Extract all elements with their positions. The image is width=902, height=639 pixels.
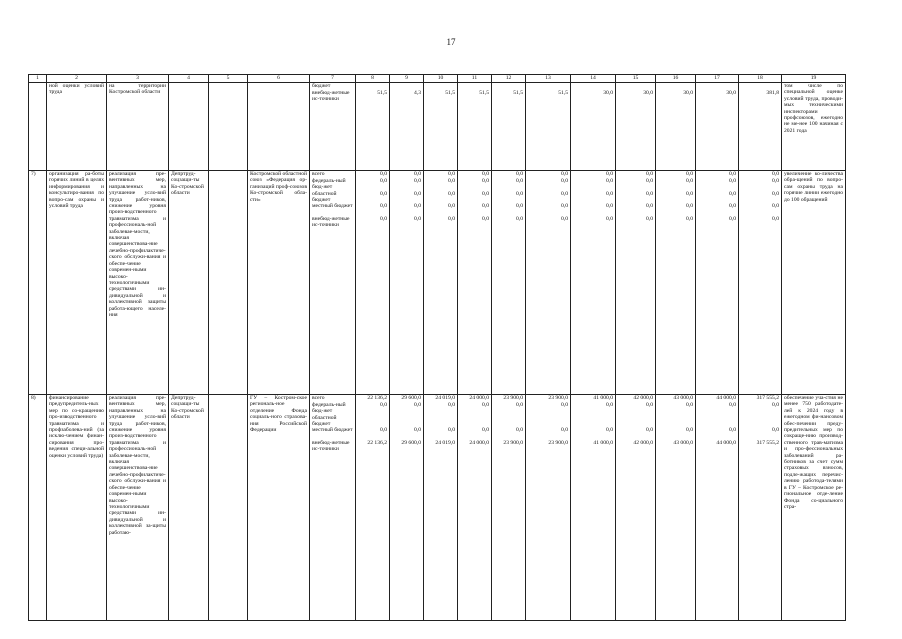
- value-text: 43 000,0: [673, 439, 693, 446]
- value-text: 23 900,0: [503, 395, 523, 401]
- column-number-cell: 6: [248, 75, 310, 83]
- value-text: 29 600,0: [401, 395, 421, 401]
- value-text: 0,0: [448, 215, 455, 222]
- value-text: 0,0: [686, 203, 693, 209]
- column-number-cell: 7: [310, 75, 356, 83]
- value-cell: [526, 395, 571, 621]
- value-cell: [526, 83, 571, 171]
- value-text: 0,0: [606, 402, 613, 408]
- value-text: 317 555,2: [756, 395, 779, 401]
- value-text: 381,8: [766, 90, 779, 96]
- value-text: 4,3: [414, 90, 421, 96]
- value-text: 44 000,0: [716, 395, 736, 401]
- value-text: 0,0: [448, 427, 455, 433]
- value-text: 41 000,0: [593, 395, 613, 401]
- funding-source-label: федераль-ный бюд-жет: [312, 178, 346, 191]
- funding-source-cell: [310, 83, 356, 171]
- column-number-cell: 18: [739, 75, 782, 83]
- value-text: 51,5: [445, 90, 455, 96]
- column-number-cell: 1: [29, 75, 47, 83]
- funding-source-label: всего: [312, 171, 325, 177]
- value-text: 0,0: [482, 190, 489, 197]
- value-text: 0,0: [772, 178, 779, 184]
- value-text: 0,0: [380, 215, 387, 222]
- column-number-cell: 10: [424, 75, 458, 83]
- value-text: 0,0: [772, 402, 779, 408]
- value-cell: [739, 395, 782, 621]
- value-text: 0,0: [686, 402, 693, 408]
- value-cell: [458, 83, 492, 171]
- funding-source-label: областной бюджет: [312, 414, 337, 427]
- value-cell: [424, 83, 458, 171]
- period-cell: [209, 395, 248, 621]
- funding-source-label: внебюд-жетные ис-точники: [312, 439, 350, 452]
- value-text: 0,0: [772, 203, 779, 209]
- column-number-cell: 15: [616, 75, 656, 83]
- value-text: 23 900,0: [503, 439, 523, 446]
- value-text: 0,0: [561, 178, 568, 184]
- value-cell: [390, 171, 424, 395]
- value-text: 0,0: [380, 190, 387, 197]
- column-number-cell: 16: [656, 75, 696, 83]
- value-text: [698, 415, 736, 428]
- column-number-cell: 17: [696, 75, 739, 83]
- value-cell: [571, 171, 616, 395]
- value-text: 24 019,0: [435, 395, 455, 401]
- value-cell: [458, 171, 492, 395]
- column-number-cell: 12: [492, 75, 526, 83]
- value-text: 41 000,0: [593, 439, 613, 446]
- value-cell: [526, 171, 571, 395]
- column-number-row: [29, 75, 846, 83]
- value-cell: [696, 83, 739, 171]
- column-number-cell: 4: [169, 75, 209, 83]
- value-cell: [356, 171, 390, 395]
- measure-content-cell: реализация пре-вентивных мер, направленных на улучшение усло-вий труда работ-ников, снижение уровня произ-водственного травматизма и профессиональ-ной заболевае-мости, включая совершенствова-ние лечебно-профилактиче-ского обслужи-вания и обеспе-чение современ-ными высоко-технологичными средствами ин-дивидуальной и коллективной за-щиты работаю-: [107, 395, 169, 621]
- table-row: [29, 83, 846, 171]
- value-text: 0,0: [561, 171, 568, 177]
- value-cell: [571, 395, 616, 621]
- value-cell: [616, 171, 656, 395]
- row-number-cell: 7): [29, 171, 47, 395]
- value-cell: [492, 83, 526, 171]
- value-text: 0,0: [772, 427, 779, 433]
- value-text: 0,0: [516, 190, 523, 197]
- value-text: 0,0: [516, 171, 523, 177]
- period-cell: [209, 83, 248, 171]
- value-text: 30,0: [683, 90, 693, 96]
- value-text: 30,0: [643, 90, 653, 96]
- value-text: 0,0: [561, 203, 568, 209]
- funding-source-label: бюджет: [312, 83, 331, 89]
- value-text: [426, 415, 455, 428]
- period-cell: [209, 171, 248, 395]
- value-text: 0,0: [686, 171, 693, 177]
- value-text: 0,0: [448, 178, 455, 184]
- column-number-cell: 3: [107, 75, 169, 83]
- value-text: 0,0: [606, 171, 613, 177]
- value-text: [528, 415, 568, 428]
- page-number: 17: [446, 37, 456, 47]
- value-text: [658, 415, 693, 428]
- value-text: 0,0: [606, 427, 613, 433]
- measure-content-cell: на территории Костромской области: [107, 83, 169, 171]
- value-text: 0,0: [686, 215, 693, 222]
- row-number-cell: [29, 83, 47, 171]
- value-cell: [616, 83, 656, 171]
- value-text: 22 136,2: [367, 395, 387, 401]
- value-text: 0,0: [772, 171, 779, 177]
- value-text: 51,5: [479, 90, 489, 96]
- value-text: 0,0: [646, 402, 653, 408]
- value-text: 0,0: [646, 190, 653, 197]
- value-text: 0,0: [380, 171, 387, 177]
- table-row: [29, 171, 846, 395]
- value-text: 0,0: [686, 427, 693, 433]
- value-cell: [739, 171, 782, 395]
- value-text: 0,0: [646, 178, 653, 184]
- value-text: 0,0: [516, 178, 523, 184]
- expected-result-cell: том числе по специальной оценке условий труда, проводи-мых техническими инспекторами профсоюзов, ежегодно не ме-нее 100 начиная с 2021 года: [782, 83, 846, 171]
- value-text: 0,0: [772, 215, 779, 222]
- responsible-cell: [169, 83, 209, 171]
- value-text: [573, 415, 613, 428]
- value-text: 317 555,2: [756, 439, 779, 446]
- value-text: 0,0: [516, 215, 523, 222]
- value-text: [741, 415, 779, 428]
- funding-source-label: местный бюджет: [312, 203, 353, 209]
- value-cell: [390, 395, 424, 621]
- value-cell: [696, 171, 739, 395]
- value-text: 42 000,0: [633, 395, 653, 401]
- value-text: 0,0: [729, 215, 736, 222]
- value-cell: [356, 395, 390, 621]
- column-number-cell: 8: [356, 75, 390, 83]
- value-text: 23 900,0: [548, 439, 568, 446]
- value-text: 0,0: [482, 178, 489, 184]
- value-text: 0,0: [414, 203, 421, 209]
- expected-result-cell: увеличение ко-личества обра-щений по вопро-сам охраны труда на горячие линии ежегодно до 100 обращений: [782, 171, 846, 395]
- value-text: 0,0: [414, 190, 421, 197]
- value-text: 0,0: [448, 203, 455, 209]
- value-text: 0,0: [414, 178, 421, 184]
- value-cell: [696, 395, 739, 621]
- value-text: 0,0: [448, 190, 455, 197]
- value-text: 0,0: [729, 203, 736, 209]
- value-cell: [616, 395, 656, 621]
- column-number-cell: 14: [571, 75, 616, 83]
- value-text: 30,0: [726, 90, 736, 96]
- funding-source-label: всего: [312, 395, 325, 401]
- column-number-cell: 13: [526, 75, 571, 83]
- measure-name-cell: ной оценки условий труда: [47, 83, 107, 171]
- value-text: 0,0: [606, 190, 613, 197]
- value-cell: [424, 395, 458, 621]
- value-text: [358, 415, 387, 428]
- value-text: 0,0: [380, 178, 387, 184]
- value-text: 24 000,0: [469, 439, 489, 446]
- value-text: 0,0: [561, 215, 568, 222]
- value-text: 0,0: [646, 171, 653, 177]
- value-text: 0,0: [482, 171, 489, 177]
- funding-source-cell: [310, 395, 356, 621]
- value-text: 0,0: [646, 215, 653, 222]
- measure-name-cell: финансирование предупредитель-ных мер по со-кращению про-изводственного травматизма и профзаболева-ний (за исклю-чением финан-сирования про-ведения специ-альной оценки условий труда): [47, 395, 107, 621]
- value-text: 23 900,0: [548, 395, 568, 401]
- value-cell: [571, 83, 616, 171]
- value-cell: [656, 171, 696, 395]
- column-number-cell: 2: [47, 75, 107, 83]
- expected-result-cell: обеспечение уча-стия не менее 750 работодате-лей к 2024 году в ежегодном фи-нансовом обес-печении преду-предительных мер по сокраще-нию производ-ственного трав-матизма и про-фессиональных заболеваний ра-ботников за счет сумм страховых взносов, подле-жащих перечис-лению работода-телями в ГУ – Костромское ре-гиональное отде-ление Фонда со-циального стра-: [782, 395, 846, 621]
- value-text: 0,0: [606, 215, 613, 222]
- funding-source-label: областной бюджет: [312, 190, 337, 203]
- value-text: 0,0: [448, 402, 455, 408]
- funding-source-label: внебюд-жетные ис-точники: [312, 90, 350, 103]
- value-text: 0,0: [729, 178, 736, 184]
- value-cell: [656, 395, 696, 621]
- value-text: 24 019,0: [435, 439, 455, 446]
- value-text: 44 000,0: [716, 439, 736, 446]
- funding-source-label: внебюд-жетные ис-точники: [312, 215, 350, 228]
- value-text: 29 600,0: [401, 439, 421, 446]
- value-cell: [656, 83, 696, 171]
- value-text: [460, 415, 489, 428]
- table-row: [29, 395, 846, 621]
- value-cell: [390, 83, 424, 171]
- value-text: 0,0: [414, 215, 421, 222]
- value-cell: [492, 171, 526, 395]
- value-text: 0,0: [772, 190, 779, 197]
- value-text: [392, 415, 421, 428]
- value-text: 0,0: [729, 402, 736, 408]
- value-text: 0,0: [729, 427, 736, 433]
- responsible-cell: Депртруд-соцзащи-ты Ко-стромской области: [169, 395, 209, 621]
- funding-source-cell: [310, 171, 356, 395]
- value-text: 42 000,0: [633, 439, 653, 446]
- value-text: 0,0: [414, 171, 421, 177]
- funding-source-label: федераль-ный бюд-жет: [312, 402, 346, 415]
- value-text: [494, 415, 523, 428]
- value-text: 51,5: [377, 90, 387, 96]
- value-text: 0,0: [646, 203, 653, 209]
- value-text: 0,0: [380, 427, 387, 433]
- value-text: 0,0: [686, 178, 693, 184]
- column-number-cell: 11: [458, 75, 492, 83]
- value-text: 0,0: [729, 171, 736, 177]
- value-cell: [424, 171, 458, 395]
- value-text: 43 000,0: [673, 395, 693, 401]
- value-text: 0,0: [414, 402, 421, 408]
- value-text: 0,0: [561, 190, 568, 197]
- value-text: 0,0: [646, 427, 653, 433]
- value-text: 0,0: [482, 215, 489, 222]
- value-text: 0,0: [516, 203, 523, 209]
- value-text: 24 000,0: [469, 395, 489, 401]
- value-text: 0,0: [729, 190, 736, 197]
- value-text: 0,0: [482, 203, 489, 209]
- row-number-cell: 8): [29, 395, 47, 621]
- participant-cell: [248, 83, 310, 171]
- value-text: 0,0: [414, 427, 421, 433]
- value-text: 0,0: [482, 402, 489, 408]
- column-number-cell: 5: [209, 75, 248, 83]
- responsible-cell: Депртруд-соцзащи-ты Ко-стромской области: [169, 171, 209, 395]
- value-text: 51,5: [513, 90, 523, 96]
- measure-content-cell: реализация пре-вентивных мер, направленных на улучшение усло-вий труда работ-ников, снижение уровня произ-водственного травматизма и профессиональ-ной заболевае-мости, включая совершенствова-ние лечебно-профилактиче-ского обслужи-вания и обеспе-чение современ-ными высоко-технологичными средствами ин-дивидуальной и коллективной защиты работа-ющего населе-ния: [107, 171, 169, 395]
- value-text: 0,0: [606, 203, 613, 209]
- value-text: 22 136,2: [367, 439, 387, 446]
- value-text: [618, 415, 653, 428]
- value-text: 0,0: [606, 178, 613, 184]
- program-table: [28, 74, 846, 621]
- value-text: 51,5: [558, 90, 568, 96]
- value-text: 0,0: [380, 203, 387, 209]
- column-number-cell: 9: [390, 75, 424, 83]
- column-number-cell: 19: [782, 75, 846, 83]
- value-text: 0,0: [561, 427, 568, 433]
- value-text: 0,0: [561, 402, 568, 408]
- value-cell: [739, 83, 782, 171]
- measure-name-cell: организация ра-боты горячих линий в целях информирования и консультиро-вания по вопро-сам охраны и условий труда: [47, 171, 107, 395]
- value-text: 0,0: [380, 402, 387, 408]
- value-text: 0,0: [482, 427, 489, 433]
- participant-cell: ГУ – Костром-ское региональ-ное отделение Фонда социаль-ного страхова-ния Российской Федерации: [248, 395, 310, 621]
- value-cell: [356, 83, 390, 171]
- value-text: 0,0: [448, 171, 455, 177]
- value-text: 30,0: [603, 90, 613, 96]
- value-cell: [492, 395, 526, 621]
- value-text: 0,0: [516, 402, 523, 408]
- funding-source-label: местный бюджет: [312, 427, 353, 433]
- value-text: 0,0: [516, 427, 523, 433]
- value-text: 0,0: [686, 190, 693, 197]
- participant-cell: Костромской областной союз «Федерация ор-ганизаций проф-союзов Ко-стромской обла-сти»: [248, 171, 310, 395]
- value-cell: [458, 395, 492, 621]
